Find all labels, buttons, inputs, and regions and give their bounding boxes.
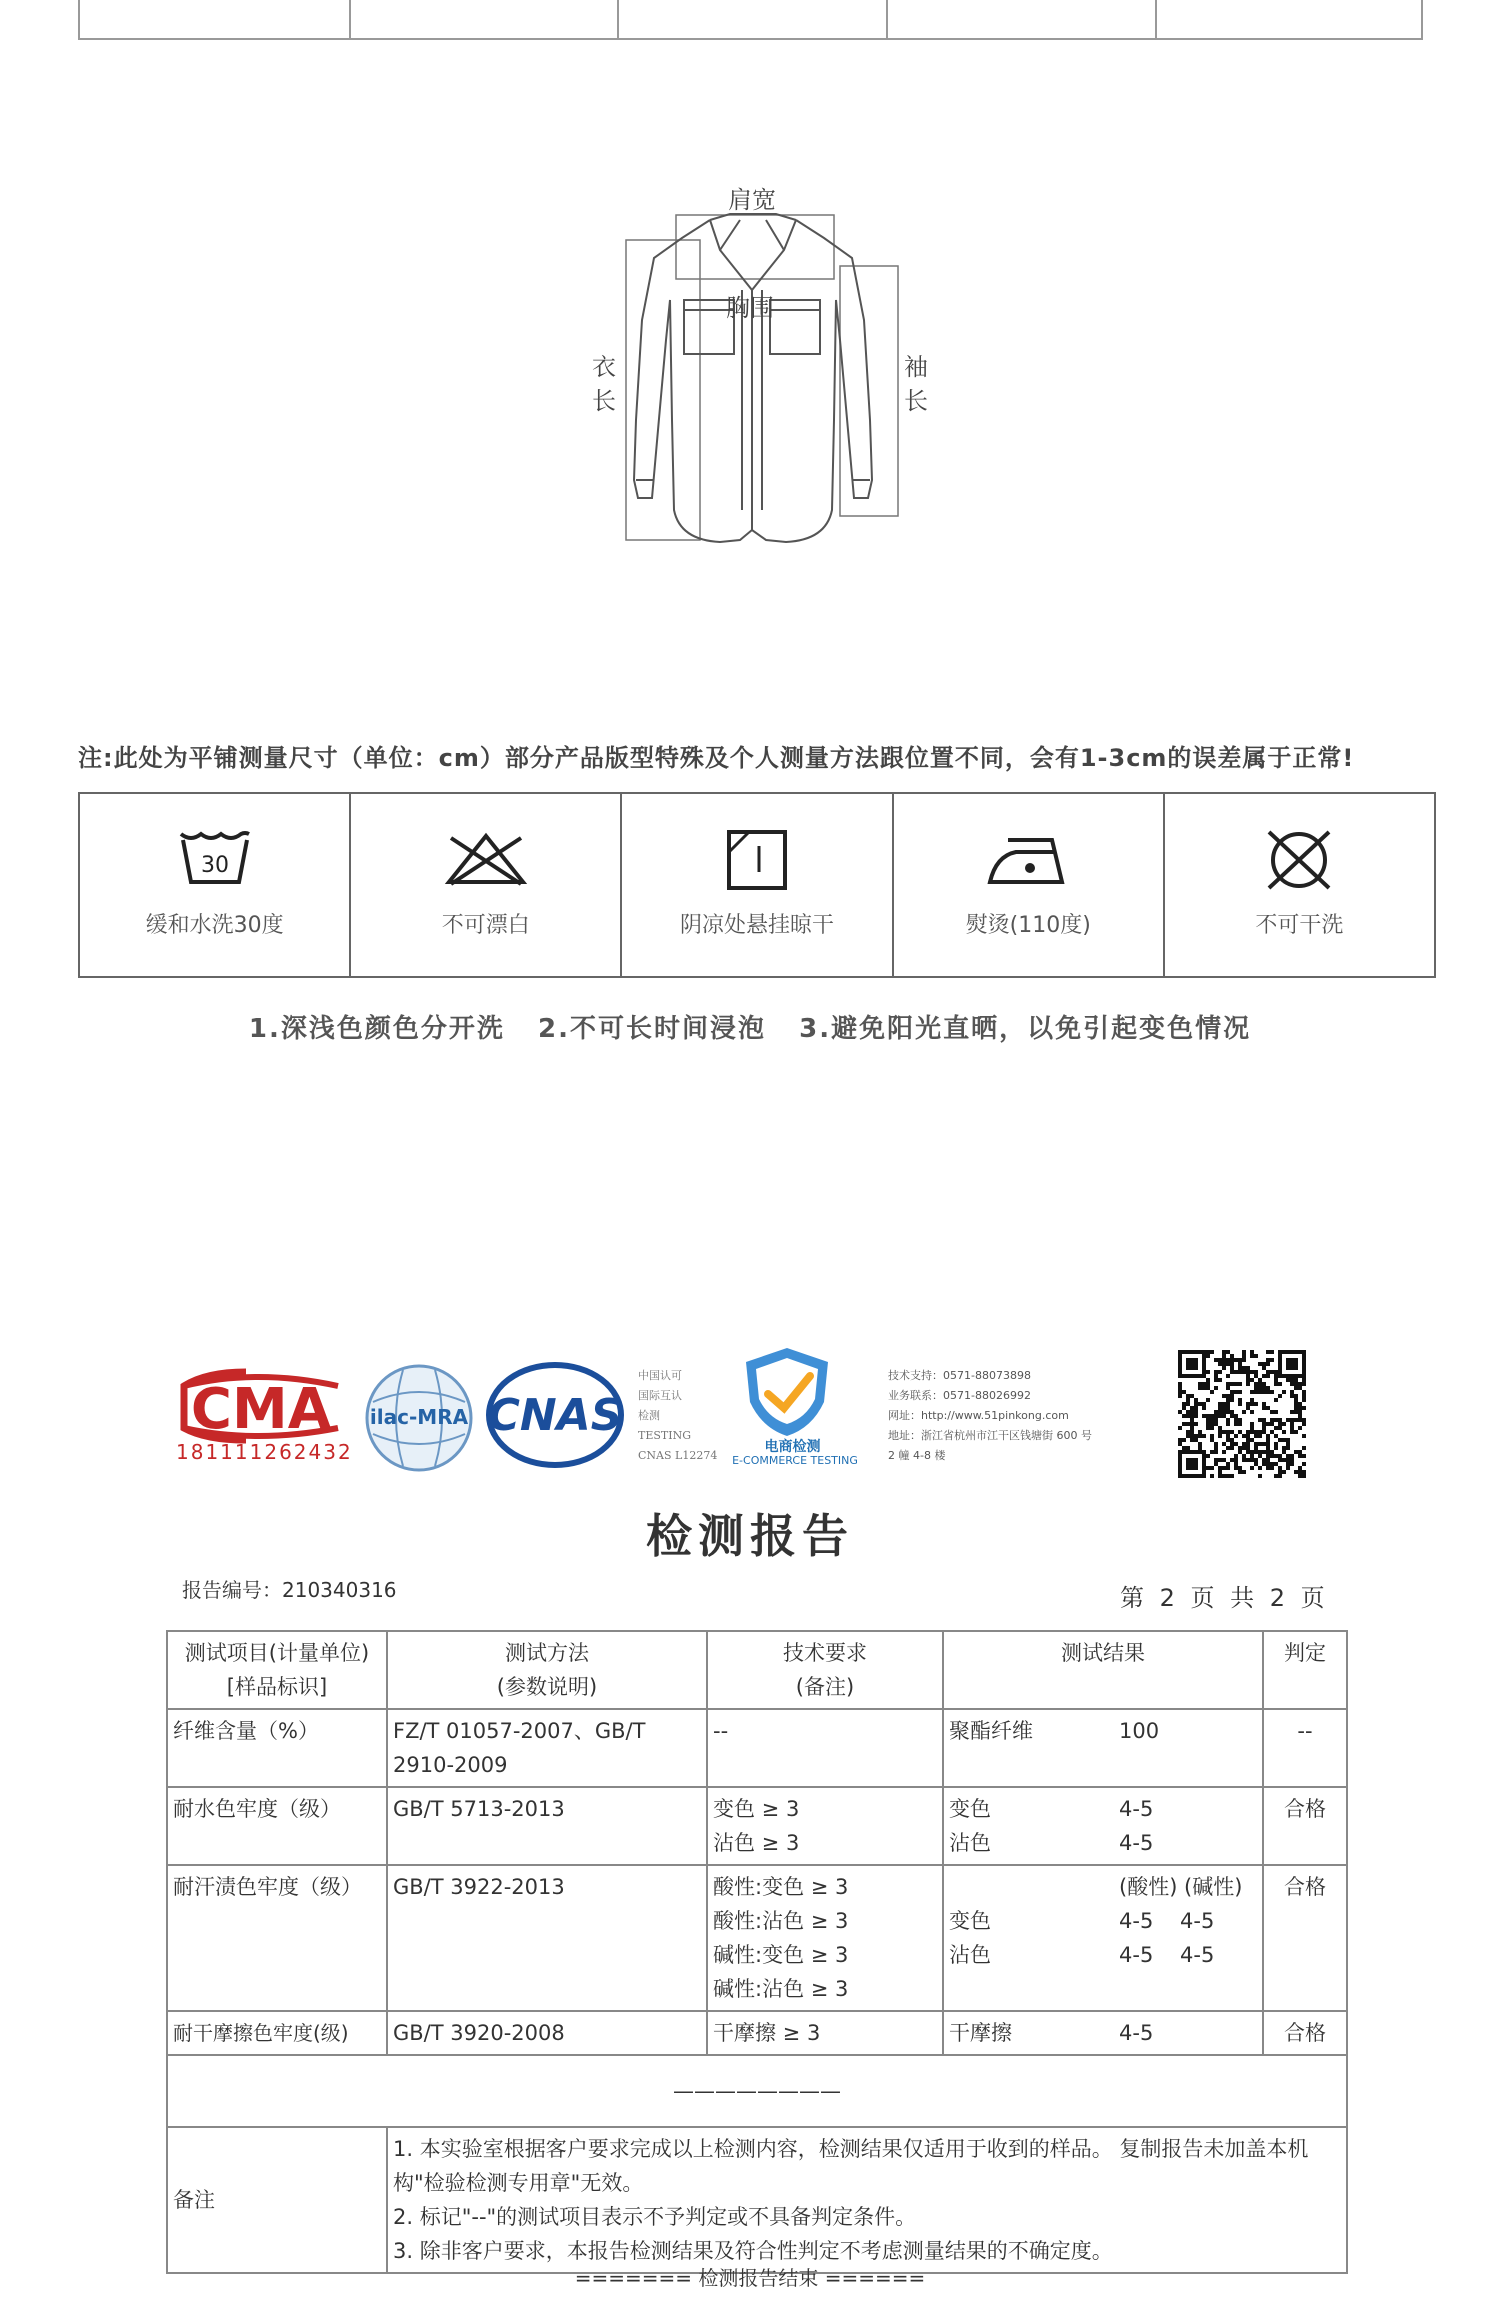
- care-label: 缓和水洗30度: [145, 913, 284, 938]
- svg-text:CMA: CMA: [190, 1377, 332, 1442]
- wash-tips: 1.深浅色颜色分开洗 2.不可长时间浸泡 3.避免阳光直晒，以免引起变色情况: [248, 1014, 1252, 1044]
- svg-text:CNAS: CNAS: [487, 1390, 623, 1441]
- care-item-wash: [80, 794, 349, 976]
- header-method: 测试方法 (参数说明): [387, 1631, 707, 1709]
- remarks-row: 备注 1. 本实验室根据客户要求完成以上检测内容，检测结果仅适用于收到的样品。 复制报告未加盖本机构"检验检测专用章"无效。 2. 标记"--"的测试项目表示不予判定或不具备判定条件。 3. 除非客户要求，本报告检测结果及符合性判定不考虑测量结果的不确定度。: [167, 2127, 1347, 2273]
- shield-subtitle: E-COMMERCE TESTING: [732, 1454, 858, 1467]
- header-item: 测试项目(计量单位) [样品标识]: [167, 1631, 387, 1709]
- no-bleach-icon: [441, 828, 531, 888]
- report-title: 检测报告: [646, 1509, 854, 1563]
- cma-number: 181111262432: [176, 1440, 353, 1464]
- header-verdict: 判定: [1263, 1631, 1347, 1709]
- qr-code-icon: [1178, 1350, 1306, 1478]
- shirt-outline-icon: [570, 180, 930, 560]
- care-label: 不可漂白: [441, 913, 530, 938]
- care-item-dryclean: [1163, 794, 1434, 976]
- wash-30-icon: [177, 828, 253, 888]
- wash-temp-text: 30: [200, 853, 229, 878]
- shield-title: 电商检测: [764, 1439, 821, 1455]
- care-item-bleach: [349, 794, 620, 976]
- label-chest: 胸围: [726, 294, 774, 322]
- cnas-logo-icon: [485, 1360, 625, 1470]
- table-row: 耐干摩擦色牢度(级) GB/T 3920-2008 干摩擦 ≥ 3 干摩擦 4-5 合格: [167, 2011, 1347, 2055]
- table-header-row: [167, 1631, 1347, 1709]
- table-row: 耐水色牢度（级） GB/T 5713-2013 变色 ≥ 3 沾色 ≥ 3 变色 沾色 4-5 4-5 合格: [167, 1787, 1347, 1865]
- measurement-note: 注:此处为平铺测量尺寸（单位：cm）部分产品版型特殊及个人测量方法跟位置不同，会有1-3cm的误差属于正常!: [78, 744, 1355, 772]
- header-result: 测试结果: [943, 1631, 1263, 1709]
- report-end-marker: ======= 检测报告结束 ======: [574, 2266, 926, 2290]
- svg-text:ilac-MRA: ilac-MRA: [369, 1405, 469, 1429]
- test-results-table: [166, 1630, 1348, 2274]
- report-page-info: 第 2 页 共 2 页: [1120, 1584, 1329, 1612]
- line-dry-shade-icon: [725, 828, 789, 892]
- care-item-iron: [892, 794, 1163, 976]
- size-table-remnant: [78, 0, 1423, 40]
- care-label: 不可干洗: [1255, 913, 1344, 938]
- care-label: 阴凉处悬挂晾干: [680, 913, 835, 938]
- iron-low-icon: [986, 828, 1070, 888]
- report-number: 报告编号：210340316: [182, 1578, 397, 1602]
- no-dry-clean-icon: [1261, 828, 1337, 892]
- shirt-measurement-diagram: [570, 180, 930, 560]
- label-shoulder-width: 肩宽: [728, 186, 776, 214]
- table-row: 纤维含量（%） FZ/T 01057-2007、GB/T 2910-2009 -- 聚酯纤维 100 --: [167, 1709, 1347, 1787]
- contact-info: 技术支持：0571-88073898 业务联系：0571-88026992 网址：http://www.51pinkong.com 地址：浙江省杭州市江干区钱塘街 600 号 2 幢 4-8 楼: [888, 1369, 1092, 1462]
- separator-row: ————————: [167, 2055, 1347, 2127]
- care-label: 熨烫(110度): [965, 913, 1091, 938]
- care-instructions-table: [78, 792, 1436, 978]
- ecommerce-testing-shield-icon: [740, 1344, 835, 1444]
- cnas-accreditation-text: 中国认可 国际互认 检测 TESTING CNAS L12274: [638, 1369, 718, 1462]
- care-item-dry: [620, 794, 891, 976]
- ilac-mra-logo-icon: [363, 1362, 475, 1474]
- table-row: 耐汗渍色牢度（级） GB/T 3922-2013 酸性:变色 ≥ 3 酸性:沾色 ≥ 3 碱性:变色 ≥ 3 碱性:沾色 ≥ 3 变色 沾色 (酸性) (碱性) 4-5 4-5 4-5 4-5 合格: [167, 1865, 1347, 2011]
- header-requirement: 技术要求 (备注): [707, 1631, 943, 1709]
- label-body-length: 衣长: [592, 353, 616, 415]
- label-sleeve-length: 袖长: [904, 353, 928, 415]
